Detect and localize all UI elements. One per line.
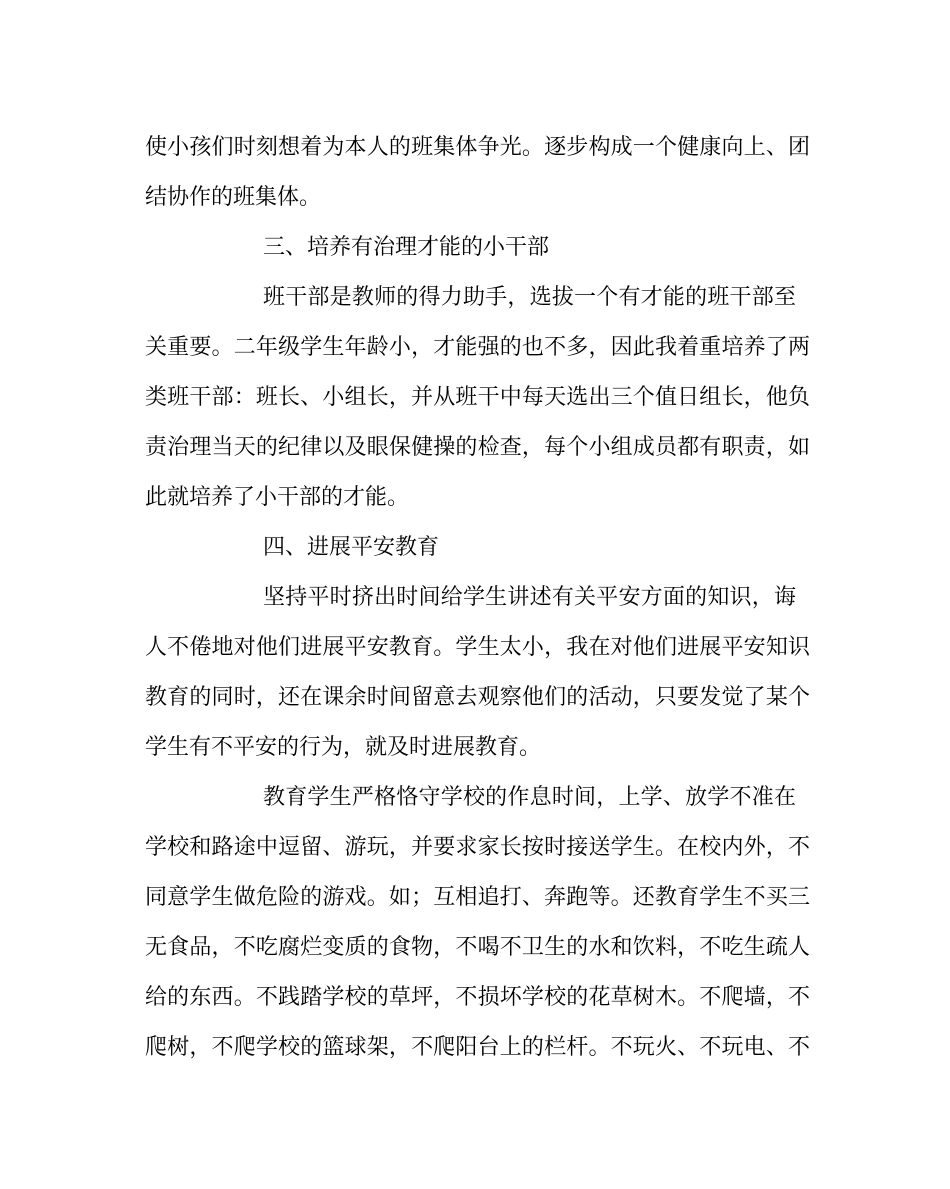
text-line-10: 坚持平时挤出时间给学生讲述有关平安方面的知识，诲 bbox=[263, 585, 796, 610]
text-line-6: 类班干部：班长、小组长，并从班干中每天选出三个值日组长，他负 bbox=[145, 385, 810, 410]
text-line-7: 责治理当天的纪律以及眼保健操的检查，每个小组成员都有职责，如 bbox=[145, 435, 810, 460]
text-line-15: 学校和路途中逗留、游玩，并要求家长按时接送学生。在校内外，不 bbox=[145, 835, 810, 860]
text-line-1: 使小孩们时刻想着为本人的班集体争光。逐步构成一个健康向上、团 bbox=[145, 135, 810, 160]
section-heading-4: 四、进展平安教育 bbox=[263, 535, 440, 560]
text-line-11: 人不倦地对他们进展平安教育。学生太小，我在对他们进展平安知识 bbox=[145, 635, 810, 660]
text-line-19: 爬树，不爬学校的篮球架，不爬阳台上的栏杆。不玩火、不玩电、不 bbox=[145, 1035, 810, 1060]
text-line-17: 无食品，不吃腐烂变质的食物，不喝不卫生的水和饮料，不吃生疏人 bbox=[145, 935, 810, 960]
text-line-14: 教育学生严格恪守学校的作息时间，上学、放学不准在 bbox=[263, 785, 796, 810]
text-line-4: 班干部是教师的得力助手，选拔一个有才能的班干部至 bbox=[263, 285, 796, 310]
text-line-8: 此就培养了小干部的才能。 bbox=[145, 485, 410, 510]
text-line-16: 同意学生做危险的游戏。如；互相追打、奔跑等。还教育学生不买三 bbox=[145, 885, 810, 910]
text-line-18: 给的东西。不践踏学校的草坪，不损坏学校的花草树木。不爬墙，不 bbox=[145, 985, 810, 1010]
section-heading-3: 三、培养有治理才能的小干部 bbox=[263, 235, 550, 260]
text-line-2: 结协作的班集体。 bbox=[145, 185, 322, 210]
text-line-5: 关重要。二年级学生年龄小，才能强的也不多，因此我着重培养了两 bbox=[145, 335, 810, 360]
text-line-13: 学生有不平安的行为，就及时进展教育。 bbox=[145, 735, 542, 760]
text-line-12: 教育的同时，还在课余时间留意去观察他们的活动，只要发觉了某个 bbox=[145, 685, 810, 710]
